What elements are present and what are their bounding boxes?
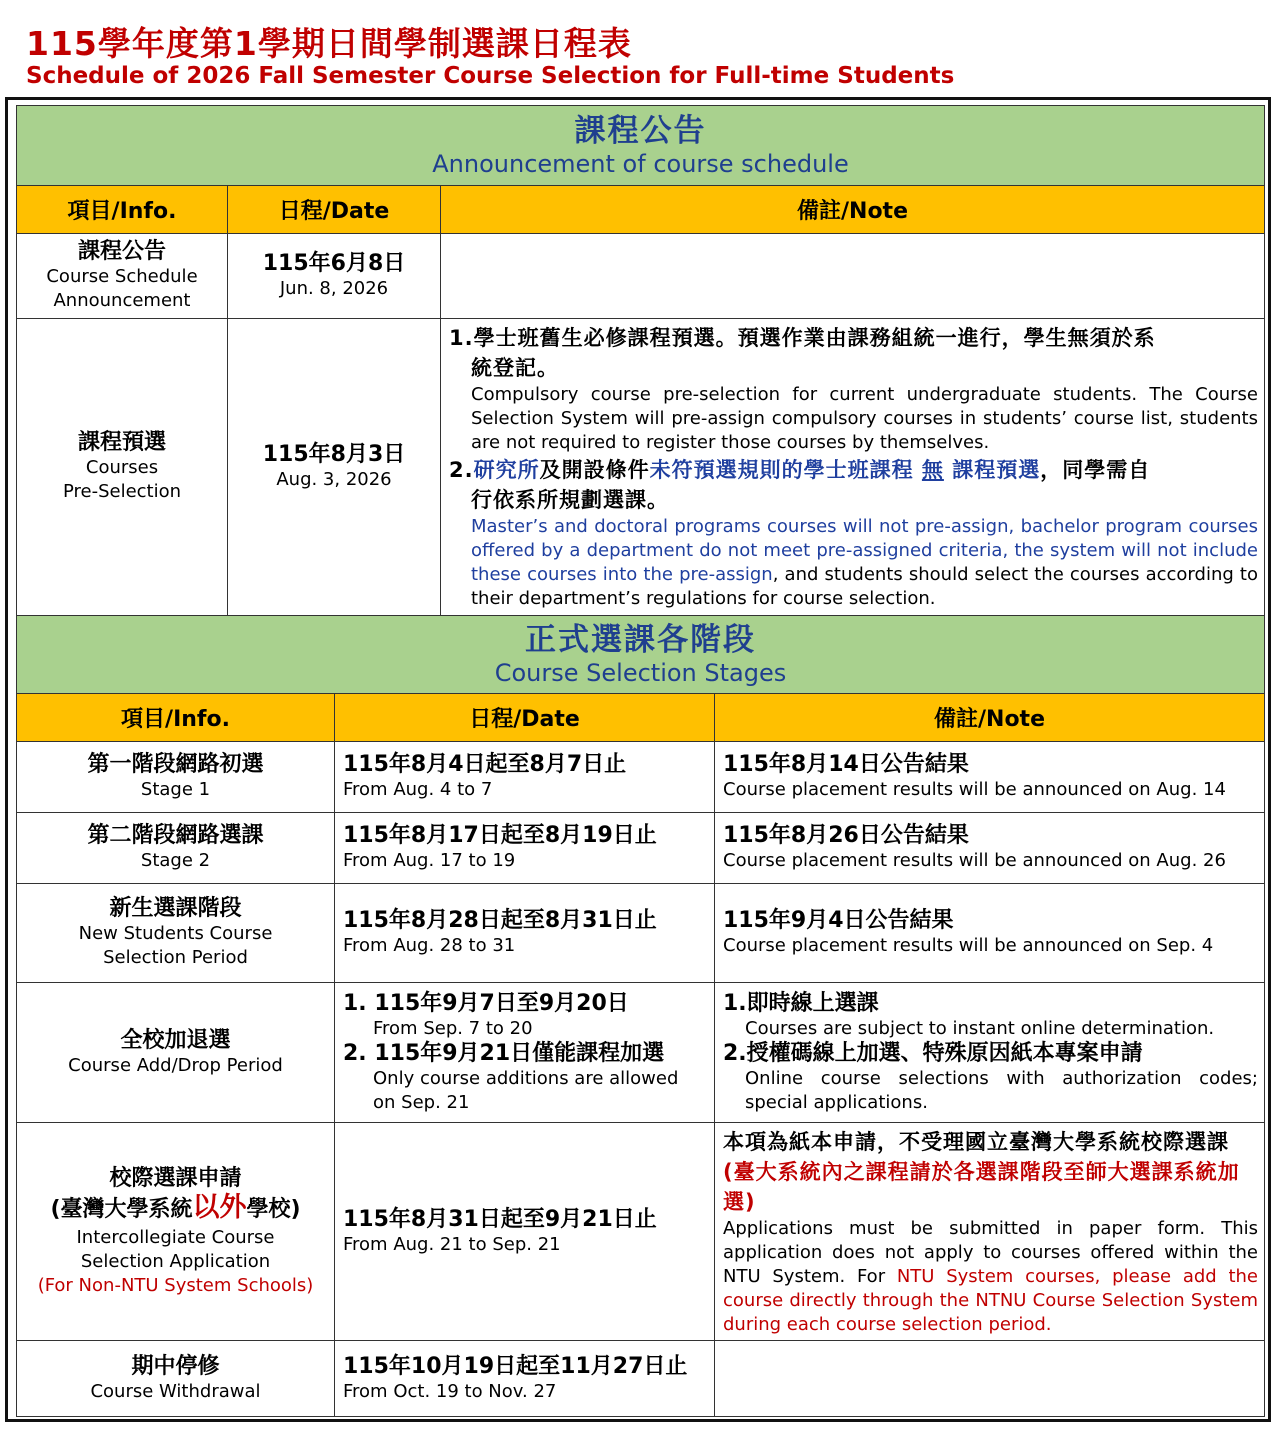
note-zh: 1.即時線上選課 bbox=[723, 990, 879, 1016]
note-en-highlight: NTU System courses, please add the course directly through the NTNU Course Selection System during each course selection period. bbox=[723, 1265, 1258, 1335]
info-cell bbox=[17, 234, 228, 319]
note-cell bbox=[715, 1341, 1265, 1417]
date-cell bbox=[335, 884, 715, 983]
note-cell bbox=[715, 813, 1265, 884]
note-en: Course placement results will be announced on Aug. 14 bbox=[723, 779, 1226, 800]
info-en-highlight: (For Non-NTU System Schools) bbox=[37, 1274, 314, 1296]
date-en: Aug. 3, 2026 bbox=[276, 469, 392, 490]
table-row bbox=[17, 234, 1265, 319]
date-en: From Aug. 4 to 7 bbox=[343, 779, 493, 800]
page-title-en: Schedule of 2026 Fall Semester Course Selection for Full-time Students bbox=[26, 63, 955, 89]
note-en-2 bbox=[449, 515, 1258, 611]
date-en: From Aug. 17 to 19 bbox=[343, 850, 516, 871]
note-en: Compulsory course pre-selection for current undergraduate students. The Course Selection System will pre-assign compulsory courses in students’ course list, students are not required to register those courses by themselves. bbox=[471, 384, 1258, 453]
date-en: From Aug. 21 to Sep. 21 bbox=[343, 1233, 561, 1255]
info-zh-2 bbox=[17, 1192, 334, 1226]
note-en bbox=[723, 1217, 1258, 1337]
date-zh: 115年8月4日起至8月7日止 bbox=[343, 752, 627, 777]
info-en: New Students Course bbox=[78, 923, 273, 944]
info-zh: 新生選課階段 bbox=[109, 896, 242, 921]
date-cell bbox=[228, 319, 441, 616]
note-en: Online course selections with authorization codes; special applications. bbox=[745, 1067, 1258, 1113]
info-cell bbox=[17, 983, 335, 1123]
table-row bbox=[17, 1123, 1265, 1341]
note-text: ，同學需自 bbox=[1040, 458, 1151, 482]
note-en: Courses are subject to instant online determination. bbox=[745, 1017, 1215, 1039]
date-en: From Sep. 7 to 20 bbox=[373, 1017, 533, 1039]
section-title-en: Course Selection Stages bbox=[494, 658, 787, 687]
date-en: From Aug. 28 to 31 bbox=[343, 935, 516, 956]
table-row bbox=[17, 983, 1265, 1123]
section-title-en: Announcement of course schedule bbox=[432, 149, 849, 178]
note-en-highlight: Master’s and doctoral programs courses will not pre-assign, bachelor program courses offered by a department do not meet pre-assigned criteria, the system will not include these courses into the pre-assign bbox=[471, 516, 1258, 585]
note-highlight: (臺大系統內之課程請於各選課階段至師大選課系統加選) bbox=[723, 1159, 1240, 1214]
info-zh: 第二階段網路選課 bbox=[87, 823, 264, 848]
date-en: Only course additions are allowed bbox=[373, 1067, 679, 1089]
note-text: 及開設條件 bbox=[539, 458, 650, 482]
info-cell bbox=[17, 813, 335, 884]
note-zh: 115年8月26日公告結果 bbox=[723, 823, 969, 848]
schedule-table bbox=[16, 105, 1265, 1417]
schedule-frame bbox=[5, 97, 1271, 1422]
info-cell bbox=[17, 884, 335, 983]
date-cell bbox=[228, 234, 441, 319]
note-number: 2. bbox=[449, 458, 474, 482]
info-zh: 期中停修 bbox=[131, 1353, 220, 1379]
table-row bbox=[17, 1341, 1265, 1417]
note-underline: 無 bbox=[921, 458, 944, 482]
column-header-note: 備註/Note bbox=[441, 186, 1265, 234]
info-cell bbox=[17, 1123, 335, 1341]
column-header-date: 日程/Date bbox=[335, 694, 715, 742]
note-zh: 統登記。 bbox=[471, 356, 559, 380]
date-zh: 2. 115年9月21日僅能課程加選 bbox=[343, 1040, 665, 1066]
info-en: Course Schedule bbox=[46, 266, 198, 287]
date-zh: 115年8月31日起至9月21日止 bbox=[343, 1206, 657, 1232]
note-en: Course placement results will be announced on Aug. 26 bbox=[723, 850, 1226, 871]
note-cell bbox=[715, 742, 1265, 813]
info-en: Announcement bbox=[53, 290, 191, 311]
note-highlight: 研究所 bbox=[473, 458, 540, 482]
info-zh: 課程公告 bbox=[77, 239, 166, 264]
info-en: Selection Period bbox=[103, 947, 248, 968]
table-row bbox=[17, 742, 1265, 813]
note-cell bbox=[715, 884, 1265, 983]
note-zh: 行依系所規劃選課。 bbox=[471, 488, 669, 512]
info-zh: 全校加退選 bbox=[120, 1027, 231, 1053]
info-en: Courses bbox=[85, 457, 159, 478]
note-cell bbox=[715, 983, 1265, 1123]
note-highlight: 未符預選規則的學士班課程 bbox=[649, 458, 914, 482]
date-zh: 115年8月17日起至8月19日止 bbox=[343, 823, 657, 848]
note-en: Course placement results will be announced on Sep. 4 bbox=[723, 935, 1214, 956]
info-en: Stage 1 bbox=[140, 779, 211, 800]
date-cell bbox=[335, 1123, 715, 1341]
info-text: 學校) bbox=[246, 1196, 301, 1222]
note-cell bbox=[441, 234, 1265, 319]
date-zh: 115年8月28日起至8月31日止 bbox=[343, 908, 657, 933]
note-en-text: , and students should select the courses according to their department’s regulations for course selection. bbox=[471, 564, 1258, 609]
date-cell bbox=[335, 742, 715, 813]
date-en: on Sep. 21 bbox=[373, 1091, 470, 1113]
table-row bbox=[17, 813, 1265, 884]
section-announcement-header bbox=[17, 106, 1265, 186]
section-stages-header bbox=[17, 616, 1265, 694]
note-zh: 115年9月4日公告結果 bbox=[723, 908, 954, 933]
section-title-zh: 正式選課各階段 bbox=[525, 621, 756, 658]
date-zh: 115年8月3日 bbox=[262, 442, 406, 467]
date-zh: 1. 115年9月7日至9月20日 bbox=[343, 990, 629, 1016]
info-en: Course Add/Drop Period bbox=[68, 1054, 283, 1076]
column-header-date: 日程/Date bbox=[228, 186, 441, 234]
info-zh: 校際選課申請 bbox=[109, 1165, 242, 1191]
note-zh: 2.授權碼線上加選、特殊原因紙本專案申請 bbox=[723, 1040, 1143, 1066]
note-zh: 115年8月14日公告結果 bbox=[723, 752, 969, 777]
table-row bbox=[17, 884, 1265, 983]
date-cell bbox=[335, 983, 715, 1123]
info-en: Intercollegiate Course bbox=[76, 1226, 275, 1248]
date-zh: 115年10月19日起至11月27日止 bbox=[343, 1353, 688, 1379]
note-text: 本項為紙本申請，不受理國立臺灣大學系統校際選課 bbox=[723, 1129, 1229, 1154]
info-zh: 第一階段網路初選 bbox=[87, 752, 264, 777]
column-header-info: 項目/Info. bbox=[17, 186, 228, 234]
info-highlight: 以外 bbox=[192, 1191, 247, 1223]
info-text: (臺灣大學系統 bbox=[50, 1196, 193, 1222]
table-row bbox=[17, 319, 1265, 616]
column-header-info: 項目/Info. bbox=[17, 694, 335, 742]
date-cell bbox=[335, 1341, 715, 1417]
date-zh: 115年6月8日 bbox=[262, 251, 406, 276]
info-en: Pre-Selection bbox=[62, 481, 182, 502]
date-en: Jun. 8, 2026 bbox=[279, 278, 389, 299]
info-cell bbox=[17, 319, 228, 616]
note-zh: 1.學士班舊生必修課程預選。預選作業由課務組統一進行，學生無須於系 bbox=[449, 326, 1156, 350]
column-header-note: 備註/Note bbox=[715, 694, 1265, 742]
note-zh-2 bbox=[449, 455, 1258, 485]
date-cell bbox=[335, 813, 715, 884]
info-zh: 課程預選 bbox=[77, 430, 166, 455]
info-cell bbox=[17, 1341, 335, 1417]
note-zh bbox=[723, 1127, 1258, 1217]
note-cell bbox=[441, 319, 1265, 616]
page-title-zh: 115學年度第1學期日間學制選課日程表 bbox=[26, 24, 632, 63]
section-title-zh: 課程公告 bbox=[574, 112, 707, 149]
note-en-text: Applications must be submitted in paper form. This application does not apply to courses offered within the NTU System. For bbox=[723, 1217, 1258, 1287]
info-en: Course Withdrawal bbox=[90, 1380, 261, 1402]
note-highlight: 課程預選 bbox=[952, 458, 1041, 482]
info-cell bbox=[17, 742, 335, 813]
date-en: From Oct. 19 to Nov. 27 bbox=[343, 1380, 557, 1402]
info-en: Selection Application bbox=[80, 1250, 271, 1272]
info-en: Stage 2 bbox=[140, 850, 211, 871]
note-cell bbox=[715, 1123, 1265, 1341]
